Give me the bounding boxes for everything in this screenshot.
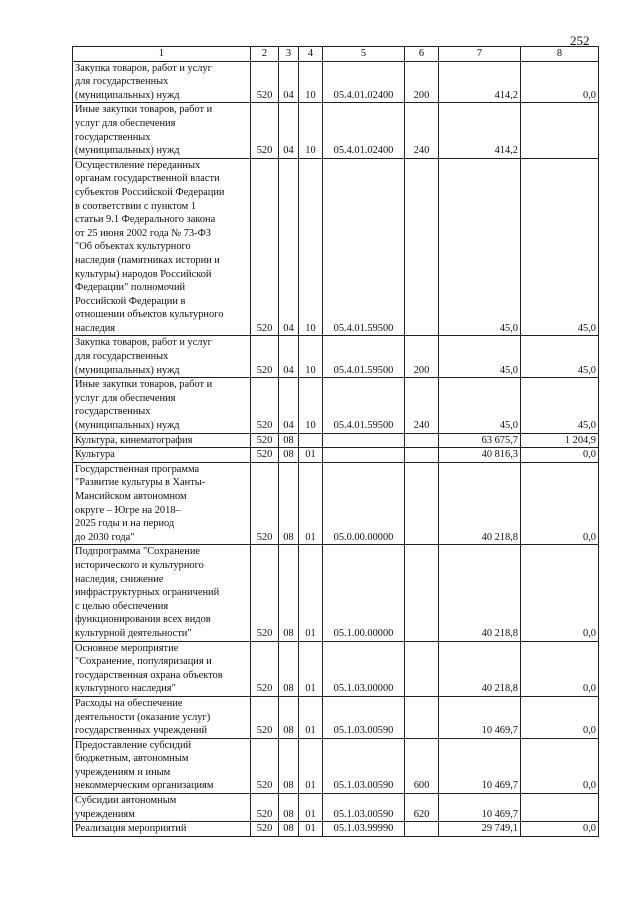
row-admin-code-cell: 520	[251, 462, 279, 545]
row-subsection-cell: 01	[299, 794, 323, 822]
row-section-cell: 08	[279, 822, 299, 837]
table-row	[73, 61, 599, 103]
row-target-article-cell: 05.4.01.59500	[323, 158, 405, 336]
row-amount-cell: 40 218,8	[439, 545, 521, 641]
row-admin-code-cell: 520	[251, 336, 279, 378]
row-section-cell: 08	[279, 738, 299, 793]
row-subsection-cell: 01	[299, 696, 323, 738]
row-amount-cell: 414,2	[439, 103, 521, 158]
row-subvention-cell: 0,0	[521, 448, 599, 463]
row-subsection-cell: 10	[299, 103, 323, 158]
row-section-cell: 04	[279, 158, 299, 336]
row-admin-code-cell: 520	[251, 696, 279, 738]
row-subsection-cell: 01	[299, 462, 323, 545]
header-cell-3: 3	[279, 47, 299, 62]
budget-table	[72, 46, 599, 837]
row-section-cell: 08	[279, 462, 299, 545]
row-subsection-cell: 10	[299, 61, 323, 103]
header-cell-2: 2	[251, 47, 279, 62]
table-row	[73, 462, 599, 545]
table-row	[73, 738, 599, 793]
row-subvention-cell: 0,0	[521, 696, 599, 738]
row-name-cell: Подпрограмма "Сохранение исторического и культурного наследия, снижение инфраструктурных ограничений с целью обеспечения функционирования всех видов культурной деятельности"	[73, 545, 251, 641]
row-admin-code-cell: 520	[251, 738, 279, 793]
row-amount-cell: 10 469,7	[439, 794, 521, 822]
row-section-cell: 04	[279, 61, 299, 103]
row-subsection-cell: 01	[299, 822, 323, 837]
row-target-article-cell: 05.1.03.00590	[323, 738, 405, 793]
table-row	[73, 378, 599, 433]
row-amount-cell: 10 469,7	[439, 696, 521, 738]
row-expense-type-cell	[405, 696, 439, 738]
table-row	[73, 158, 599, 336]
row-admin-code-cell: 520	[251, 158, 279, 336]
header-cell-6: 6	[405, 47, 439, 62]
row-name-cell: Расходы на обеспечение деятельности (оказание услуг) государственных учреждений	[73, 696, 251, 738]
row-subvention-cell: 0,0	[521, 545, 599, 641]
row-section-cell: 08	[279, 696, 299, 738]
row-amount-cell: 45,0	[439, 336, 521, 378]
row-subvention-cell: 45,0	[521, 158, 599, 336]
row-target-article-cell: 05.1.03.00590	[323, 794, 405, 822]
row-section-cell: 08	[279, 545, 299, 641]
row-name-cell: Реализация мероприятий	[73, 822, 251, 837]
row-target-article-cell: 05.4.01.02400	[323, 61, 405, 103]
row-section-cell: 08	[279, 794, 299, 822]
row-amount-cell: 63 675,7	[439, 433, 521, 448]
row-target-article-cell	[323, 448, 405, 463]
row-expense-type-cell	[405, 641, 439, 696]
row-subvention-cell: 45,0	[521, 336, 599, 378]
table-row	[73, 696, 599, 738]
page-number: 252	[570, 33, 590, 48]
row-subvention-cell: 0,0	[521, 462, 599, 545]
row-expense-type-cell	[405, 462, 439, 545]
row-name-cell: Основное мероприятие "Сохранение, популяризация и государственная охрана объектов культурного наследия"	[73, 641, 251, 696]
row-subsection-cell: 10	[299, 378, 323, 433]
row-admin-code-cell: 520	[251, 378, 279, 433]
row-admin-code-cell: 520	[251, 61, 279, 103]
row-admin-code-cell: 520	[251, 103, 279, 158]
row-expense-type-cell	[405, 158, 439, 336]
row-name-cell: Культура	[73, 448, 251, 463]
header-row	[73, 47, 599, 62]
header-cell-1: 1	[73, 47, 251, 62]
row-subvention-cell: 0,0	[521, 641, 599, 696]
header-cell-4: 4	[299, 47, 323, 62]
row-amount-cell: 45,0	[439, 158, 521, 336]
row-expense-type-cell: 200	[405, 61, 439, 103]
row-amount-cell: 29 749,1	[439, 822, 521, 837]
row-amount-cell: 10 469,7	[439, 738, 521, 793]
row-amount-cell: 45,0	[439, 378, 521, 433]
row-subsection-cell: 01	[299, 448, 323, 463]
table-body	[73, 61, 599, 836]
row-target-article-cell: 05.1.03.00590	[323, 696, 405, 738]
row-subsection-cell: 01	[299, 738, 323, 793]
row-expense-type-cell: 240	[405, 103, 439, 158]
row-subvention-cell: 1 204,9	[521, 433, 599, 448]
row-admin-code-cell: 520	[251, 433, 279, 448]
row-subsection-cell: 01	[299, 641, 323, 696]
row-subvention-cell: 0,0	[521, 738, 599, 793]
row-section-cell: 04	[279, 378, 299, 433]
row-target-article-cell	[323, 433, 405, 448]
row-expense-type-cell	[405, 433, 439, 448]
row-admin-code-cell: 520	[251, 794, 279, 822]
row-expense-type-cell: 200	[405, 336, 439, 378]
table-row	[73, 336, 599, 378]
row-subvention-cell: 0,0	[521, 822, 599, 837]
table-row	[73, 822, 599, 837]
row-amount-cell: 40 218,8	[439, 462, 521, 545]
row-subvention-cell	[521, 794, 599, 822]
header-cell-8: 8	[521, 47, 599, 62]
row-amount-cell: 40 816,3	[439, 448, 521, 463]
row-expense-type-cell	[405, 545, 439, 641]
row-admin-code-cell: 520	[251, 641, 279, 696]
row-subsection-cell: 01	[299, 545, 323, 641]
row-subvention-cell: 45,0	[521, 378, 599, 433]
row-expense-type-cell: 620	[405, 794, 439, 822]
header-cell-5: 5	[323, 47, 405, 62]
row-section-cell: 04	[279, 336, 299, 378]
row-target-article-cell: 05.4.01.59500	[323, 378, 405, 433]
row-name-cell: Культура, кинематография	[73, 433, 251, 448]
row-name-cell: Иные закупки товаров, работ и услуг для обеспечения государственных (муниципальных) нужд	[73, 378, 251, 433]
row-target-article-cell: 05.1.03.00000	[323, 641, 405, 696]
header-cell-7: 7	[439, 47, 521, 62]
row-admin-code-cell: 520	[251, 545, 279, 641]
table-row	[73, 794, 599, 822]
row-name-cell: Закупка товаров, работ и услуг для государственных (муниципальных) нужд	[73, 336, 251, 378]
row-admin-code-cell: 520	[251, 822, 279, 837]
row-name-cell: Государственная программа "Развитие культуры в Ханты- Мансийском автономном округе – Югре на 2018– 2025 годы и на период до 2030 года"	[73, 462, 251, 545]
row-target-article-cell: 05.1.03.99990	[323, 822, 405, 837]
row-section-cell: 08	[279, 448, 299, 463]
table-row	[73, 448, 599, 463]
row-section-cell: 08	[279, 433, 299, 448]
row-name-cell: Предоставление субсидий бюджетным, автономным учреждениям и иным некоммерческим организациям	[73, 738, 251, 793]
table-row	[73, 433, 599, 448]
table-row	[73, 103, 599, 158]
row-section-cell: 08	[279, 641, 299, 696]
row-amount-cell: 40 218,8	[439, 641, 521, 696]
row-name-cell: Иные закупки товаров, работ и услуг для обеспечения государственных (муниципальных) нужд	[73, 103, 251, 158]
row-name-cell: Субсидии автономным учреждениям	[73, 794, 251, 822]
row-subsection-cell: 10	[299, 158, 323, 336]
row-subvention-cell	[521, 103, 599, 158]
row-target-article-cell: 05.1.00.00000	[323, 545, 405, 641]
row-name-cell: Закупка товаров, работ и услуг для государственных (муниципальных) нужд	[73, 61, 251, 103]
table-row	[73, 641, 599, 696]
row-target-article-cell: 05.0.00.00000	[323, 462, 405, 545]
row-section-cell: 04	[279, 103, 299, 158]
row-target-article-cell: 05.4.01.02400	[323, 103, 405, 158]
table-row	[73, 545, 599, 641]
row-subvention-cell: 0,0	[521, 61, 599, 103]
row-subsection-cell: 10	[299, 336, 323, 378]
row-expense-type-cell: 600	[405, 738, 439, 793]
row-expense-type-cell	[405, 448, 439, 463]
row-amount-cell: 414,2	[439, 61, 521, 103]
row-subsection-cell	[299, 433, 323, 448]
row-target-article-cell: 05.4.01.59500	[323, 336, 405, 378]
row-expense-type-cell: 240	[405, 378, 439, 433]
row-admin-code-cell: 520	[251, 448, 279, 463]
row-name-cell: Осуществление переданных органам государственной власти субъектов Российской Федерации в соответствии с пунктом 1 статьи 9.1 Федерального закона от 25 июня 2002 года № 73-ФЗ "Об объектах культурного наследия (памятниках истории и культуры) народов Российской Федерации" полномочий Российской Федерации в отношении объектов культурного наследия	[73, 158, 251, 336]
row-expense-type-cell	[405, 822, 439, 837]
